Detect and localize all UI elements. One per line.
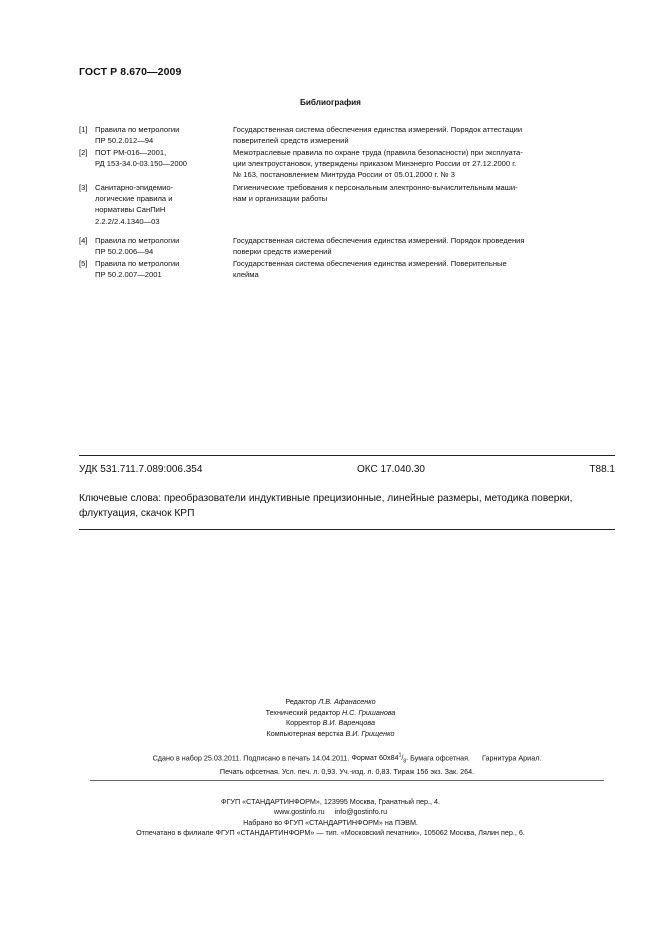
credit-role: Технический редактор — [265, 707, 340, 717]
edition-sheets: Уч.-изд. л. 0,83. — [339, 767, 392, 777]
description-line: Государственная система обеспечения единства измерений. Порядок аттестации — [233, 125, 523, 134]
print-run: Тираж 156 экз. — [393, 767, 443, 777]
credit-name: Л.В. Афанасенко — [318, 697, 376, 706]
publisher-line: Набрано во ФГУП «СТАНДАРТИНФОРМ» на ПЭВМ. — [243, 817, 418, 827]
bibliography-item — [79, 147, 615, 183]
sheets: Усл. печ. л. 0,93. — [281, 767, 338, 777]
bibliography-title: Библиография — [300, 98, 361, 107]
description-line: поверителей средств измерений — [233, 136, 349, 146]
description-line: ции электроустановок, утверждены приказом Минэнерго России от 27.12.2000 г. — [233, 159, 517, 169]
description-line: Гигиенические требования к персональным электронно-вычислительным маши- — [233, 183, 518, 192]
source-line: ПР 50.2.012—94 — [95, 136, 154, 146]
divider-print — [90, 780, 604, 781]
description-line: Государственная система обеспечения единства измерений. Поверительные — [233, 259, 507, 268]
divider-top — [79, 455, 615, 456]
item-source — [95, 124, 235, 146]
description-line: клейма — [233, 270, 259, 280]
printing: Печать офсетная. — [219, 767, 280, 777]
keywords-line: Ключевые слова: преобразователи индуктивные прецизионные, линейные размеры, методика поверки, — [79, 493, 573, 504]
item-number: [1] — [79, 125, 88, 134]
credit-name: В.И. Варенцова — [322, 718, 375, 728]
description-line: нам и организации работы — [233, 194, 328, 204]
bibliography-item — [79, 124, 615, 148]
item-number: [2] — [79, 148, 88, 157]
item-description — [233, 147, 615, 181]
credit-line — [0, 718, 661, 729]
item-description — [233, 124, 615, 146]
bibliography-item — [79, 258, 615, 282]
credit-line — [0, 697, 661, 708]
t-code: Т88.1 — [589, 464, 615, 475]
order-number: Зак. 264. — [444, 767, 475, 777]
signed-date: Подписано в печать 14.04.2011. — [243, 753, 350, 763]
credit-role: Корректор — [286, 718, 321, 728]
credit-role: Редактор — [285, 697, 317, 706]
publisher-line: Отпечатано в филиале ФГУП «СТАНДАРТИНФОРМ» — тип. «Московский печатник», 105062 Москва, Лялин пер., 6. — [136, 828, 525, 838]
credits — [0, 697, 661, 739]
bibliography-item — [79, 235, 615, 259]
item-description — [233, 258, 615, 280]
keywords-line: флуктуация, скачок КРП — [79, 508, 195, 519]
divider-bottom — [79, 529, 615, 530]
paper: Бумага офсетная. — [410, 753, 471, 763]
print-info-line — [79, 767, 615, 778]
credit-name: Н.С. Гришанова — [341, 707, 396, 717]
item-source — [95, 235, 235, 257]
source-line: логические правила и — [95, 194, 173, 204]
item-number: [3] — [79, 183, 88, 192]
standard-code: ГОСТ Р 8.670—2009 — [79, 66, 182, 78]
source-line: ПР 50.2.006—94 — [95, 247, 154, 257]
source-line: Санитарно-эпидемио- — [95, 183, 174, 192]
source-line: Правила по метрологии — [95, 259, 180, 268]
source-line: 2.2.2/2.4.1340—03 — [95, 216, 160, 226]
source-line: ПР 50.2.007—2001 — [95, 270, 162, 280]
credit-name: В.И. Грищенко — [345, 728, 395, 738]
item-source — [95, 182, 235, 227]
description-line: Государственная система обеспечения единства измерений. Порядок проведения — [233, 236, 525, 245]
source-line: Правила по метрологии — [95, 236, 180, 245]
description-line: № 163, постановлением Минтруда России от 05.01.2000 г. № 3 — [233, 170, 455, 180]
item-number: [5] — [79, 259, 88, 268]
publisher-contacts — [0, 807, 661, 817]
credit-line — [0, 708, 661, 719]
source-line: ПОТ РМ-016—2001, — [95, 148, 167, 157]
source-line: РД 153-34.0-03.150—2000 — [95, 159, 188, 169]
item-source — [95, 147, 235, 169]
source-line: нормативы СанПиН — [95, 205, 166, 215]
publisher — [0, 797, 661, 839]
sent-date: Сдано в набор 25.03.2011. — [152, 753, 242, 763]
keywords — [79, 491, 615, 521]
credit-line — [0, 729, 661, 740]
print-info — [79, 751, 615, 778]
publisher-line: ФГУП «СТАНДАРТИНФОРМ», 123995 Москва, Гранатный пер., 4. — [221, 797, 440, 806]
typeface: Гарнитура Ариал. — [482, 753, 542, 763]
source-line: Правила по метрологии — [95, 125, 180, 134]
item-source — [95, 258, 235, 280]
item-description — [233, 182, 615, 204]
bibliography-item — [79, 182, 615, 230]
print-info-line — [79, 751, 615, 767]
item-number: [4] — [79, 236, 88, 245]
credit-role: Компьютерная верстка — [266, 728, 344, 738]
description-line: Межотраслевые правила по охране труда (правила безопасности) при эксплуата- — [233, 148, 523, 157]
udk-code: УДК 531.711.7.089:006.354 — [79, 464, 203, 475]
description-line: поверки средств измерений — [233, 247, 332, 257]
email-link[interactable]: info@gostinfo.ru — [334, 807, 388, 817]
website-link[interactable]: www.gostinfo.ru — [273, 807, 325, 817]
format: Формат $60х84^1/_8$. — [351, 753, 409, 765]
oks-code: ОКС 17.040.30 — [357, 464, 425, 475]
item-description — [233, 235, 615, 257]
